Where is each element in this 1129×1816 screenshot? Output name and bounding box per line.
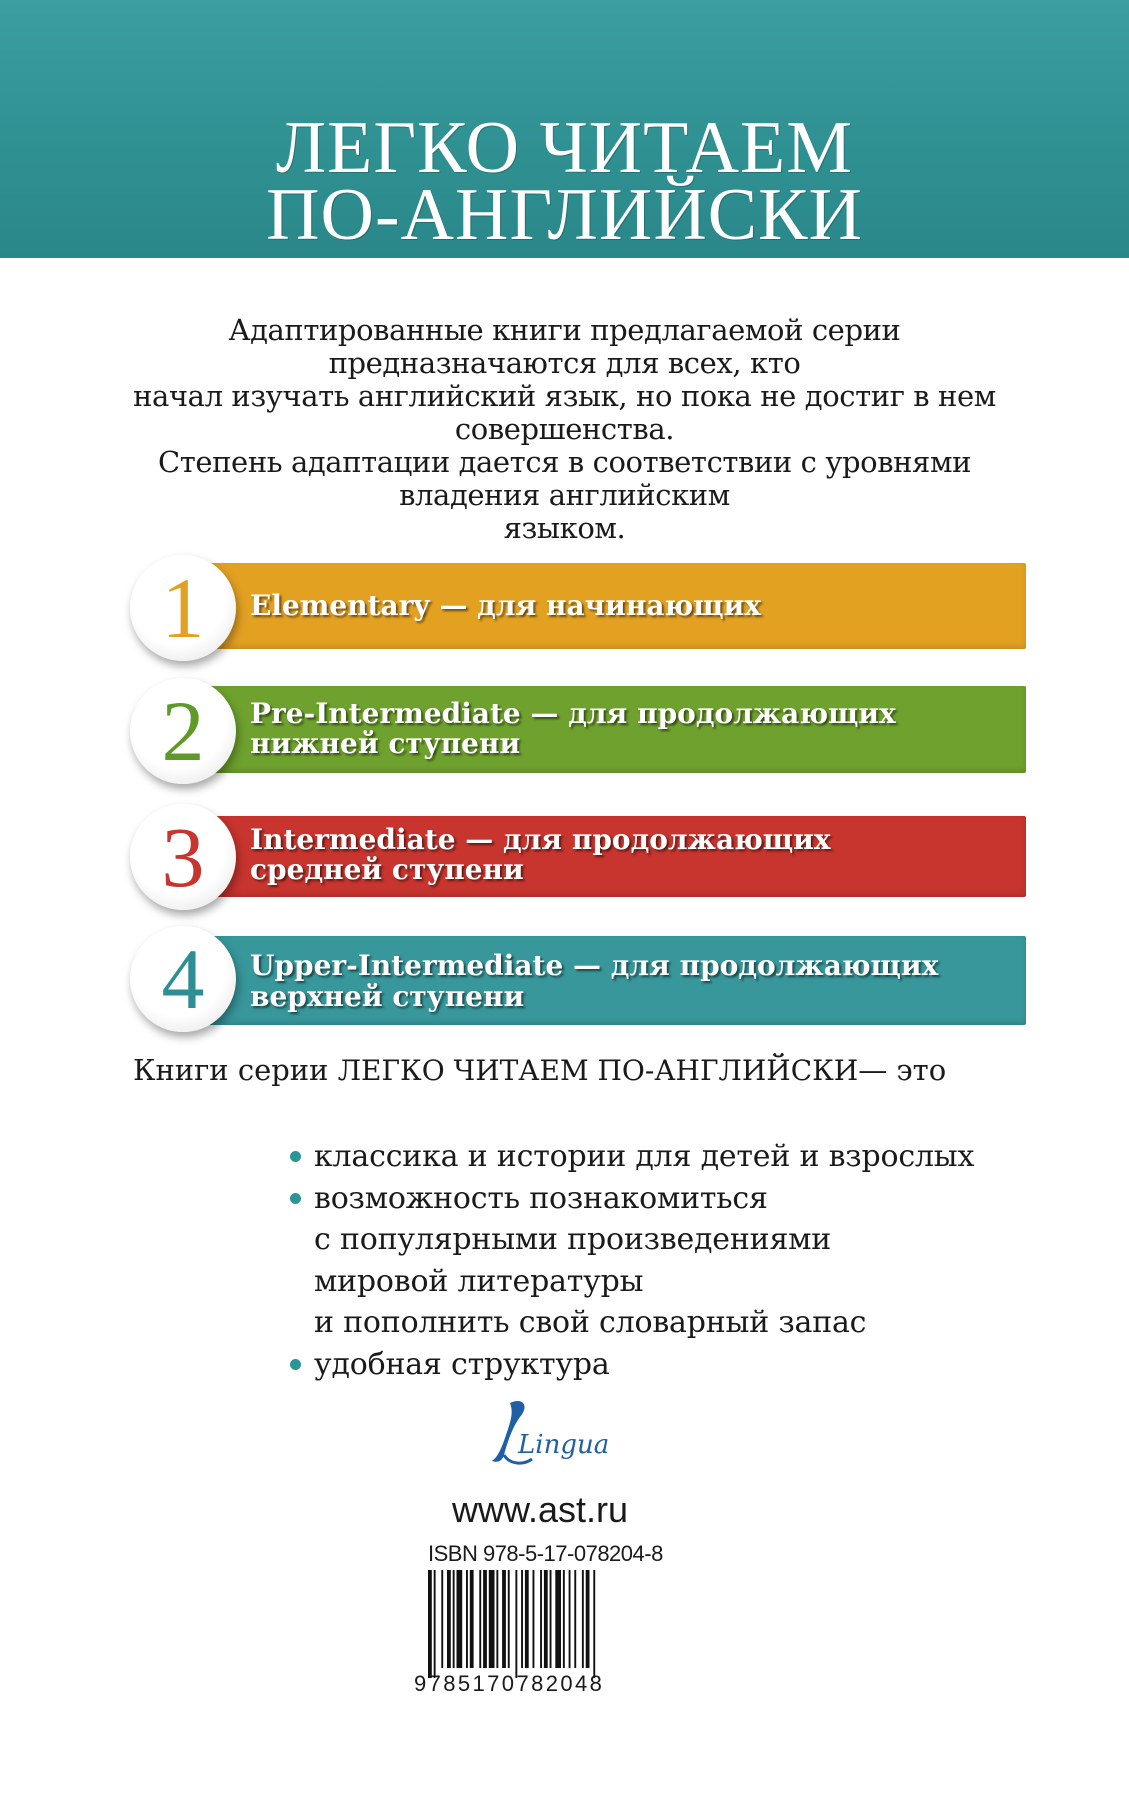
barcode-bar xyxy=(521,1570,523,1668)
logo-text: Lingua xyxy=(518,1430,610,1460)
barcode-bar xyxy=(544,1570,548,1668)
barcode-bar xyxy=(428,1570,432,1678)
intro-line: владения английским xyxy=(399,478,730,512)
bullet-dot-icon xyxy=(290,1151,301,1162)
lingua-logo-icon xyxy=(480,1395,610,1470)
lead-suffix: — это xyxy=(858,1053,947,1087)
barcode-bar xyxy=(525,1570,529,1668)
barcode-bar xyxy=(496,1570,498,1668)
feature-item xyxy=(290,1344,1050,1386)
barcode-bar xyxy=(441,1570,443,1668)
intro-line: совершенства. xyxy=(454,412,675,446)
bullet-dot-icon xyxy=(290,1193,301,1204)
barcode-bar xyxy=(540,1570,542,1668)
barcode-bar xyxy=(586,1570,590,1668)
feature-line: с популярными произведениями xyxy=(314,1222,832,1257)
feature-list xyxy=(290,1136,1050,1385)
barcode-bar xyxy=(483,1570,487,1668)
barcode-bar xyxy=(582,1570,584,1668)
series-title-line-1: ЛЕГКО ЧИТАЕМ xyxy=(275,107,854,189)
barcode-bar xyxy=(457,1570,463,1668)
barcode-bar xyxy=(453,1570,455,1668)
barcode-bar xyxy=(466,1570,468,1668)
intro-line: Адаптированные книги предлагаемой серии xyxy=(228,313,901,347)
barcode-bar xyxy=(508,1570,510,1668)
series-title-line-2: ПО-АНГЛИЙСКИ xyxy=(266,174,863,256)
barcode-bar xyxy=(489,1570,495,1668)
intro-line: начал изучать английский язык, но пока не достиг в нем xyxy=(133,379,996,413)
feature-line: возможность познакомиться xyxy=(314,1180,768,1216)
level-2-number-badge: 2 xyxy=(130,678,236,784)
bullet-dot-icon xyxy=(290,1359,301,1370)
feature-line: мировой литературы xyxy=(314,1263,644,1299)
level-4-number-badge: 4 xyxy=(130,926,236,1032)
isbn-number: ISBN 978-5-17-078204-8 xyxy=(428,1541,663,1566)
level-4-label-line-2: верхней ступени xyxy=(250,980,525,1013)
barcode-bar xyxy=(479,1570,481,1668)
lead-prefix: Книги серии xyxy=(133,1053,338,1087)
barcode-bar xyxy=(593,1570,595,1678)
website-url: www.ast.ru xyxy=(451,1489,629,1530)
series-lead-sentence xyxy=(133,1050,1033,1091)
lead-series-name: ЛЕГКО ЧИТАЕМ ПО-АНГЛИЙСКИ xyxy=(337,1054,859,1087)
level-1-label: Elementary — для начинающих xyxy=(250,589,762,622)
barcode-bar xyxy=(550,1570,552,1668)
barcode-digits: 9785170782048 xyxy=(414,1671,605,1696)
level-3-number-badge: 3 xyxy=(130,804,236,910)
level-1-number-badge: 1 xyxy=(130,555,236,661)
barcode-bar xyxy=(574,1570,576,1668)
barcode-bar xyxy=(515,1570,517,1678)
barcode-bar xyxy=(533,1570,535,1668)
feature-line: классика и истории для детей и взрослых xyxy=(314,1139,975,1174)
barcode-bar xyxy=(470,1570,474,1668)
feature-line: удобная структура xyxy=(314,1346,610,1382)
barcode-bar xyxy=(555,1570,561,1668)
feature-item xyxy=(290,1136,1050,1178)
intro-line: Степень адаптации дается в соответствии с уровнями xyxy=(157,445,972,479)
intro-text xyxy=(120,314,1009,545)
level-2-label-line-1: Pre-Intermediate — для продолжающих xyxy=(250,697,896,730)
level-3-label-line-1: Intermediate — для продолжающих xyxy=(250,823,831,856)
level-4-label-line-1: Upper-Intermediate — для продолжающих xyxy=(250,949,939,982)
level-2-label-line-2: нижней ступени xyxy=(250,727,521,760)
barcode-bar xyxy=(447,1570,451,1668)
intro-line: предназначаются для всех, кто xyxy=(328,346,801,380)
header-band xyxy=(0,0,1129,258)
barcode-bar xyxy=(434,1570,436,1678)
barcode-bar xyxy=(563,1570,565,1668)
barcode-icon xyxy=(428,1570,658,1680)
barcode-bar xyxy=(502,1570,506,1668)
level-3-label-line-2: средней ступени xyxy=(250,853,524,886)
intro-line: языком. xyxy=(503,511,626,545)
feature-item xyxy=(290,1178,1050,1344)
feature-line: и пополнить свой словарный запас xyxy=(314,1305,867,1340)
barcode-bar xyxy=(569,1570,571,1668)
